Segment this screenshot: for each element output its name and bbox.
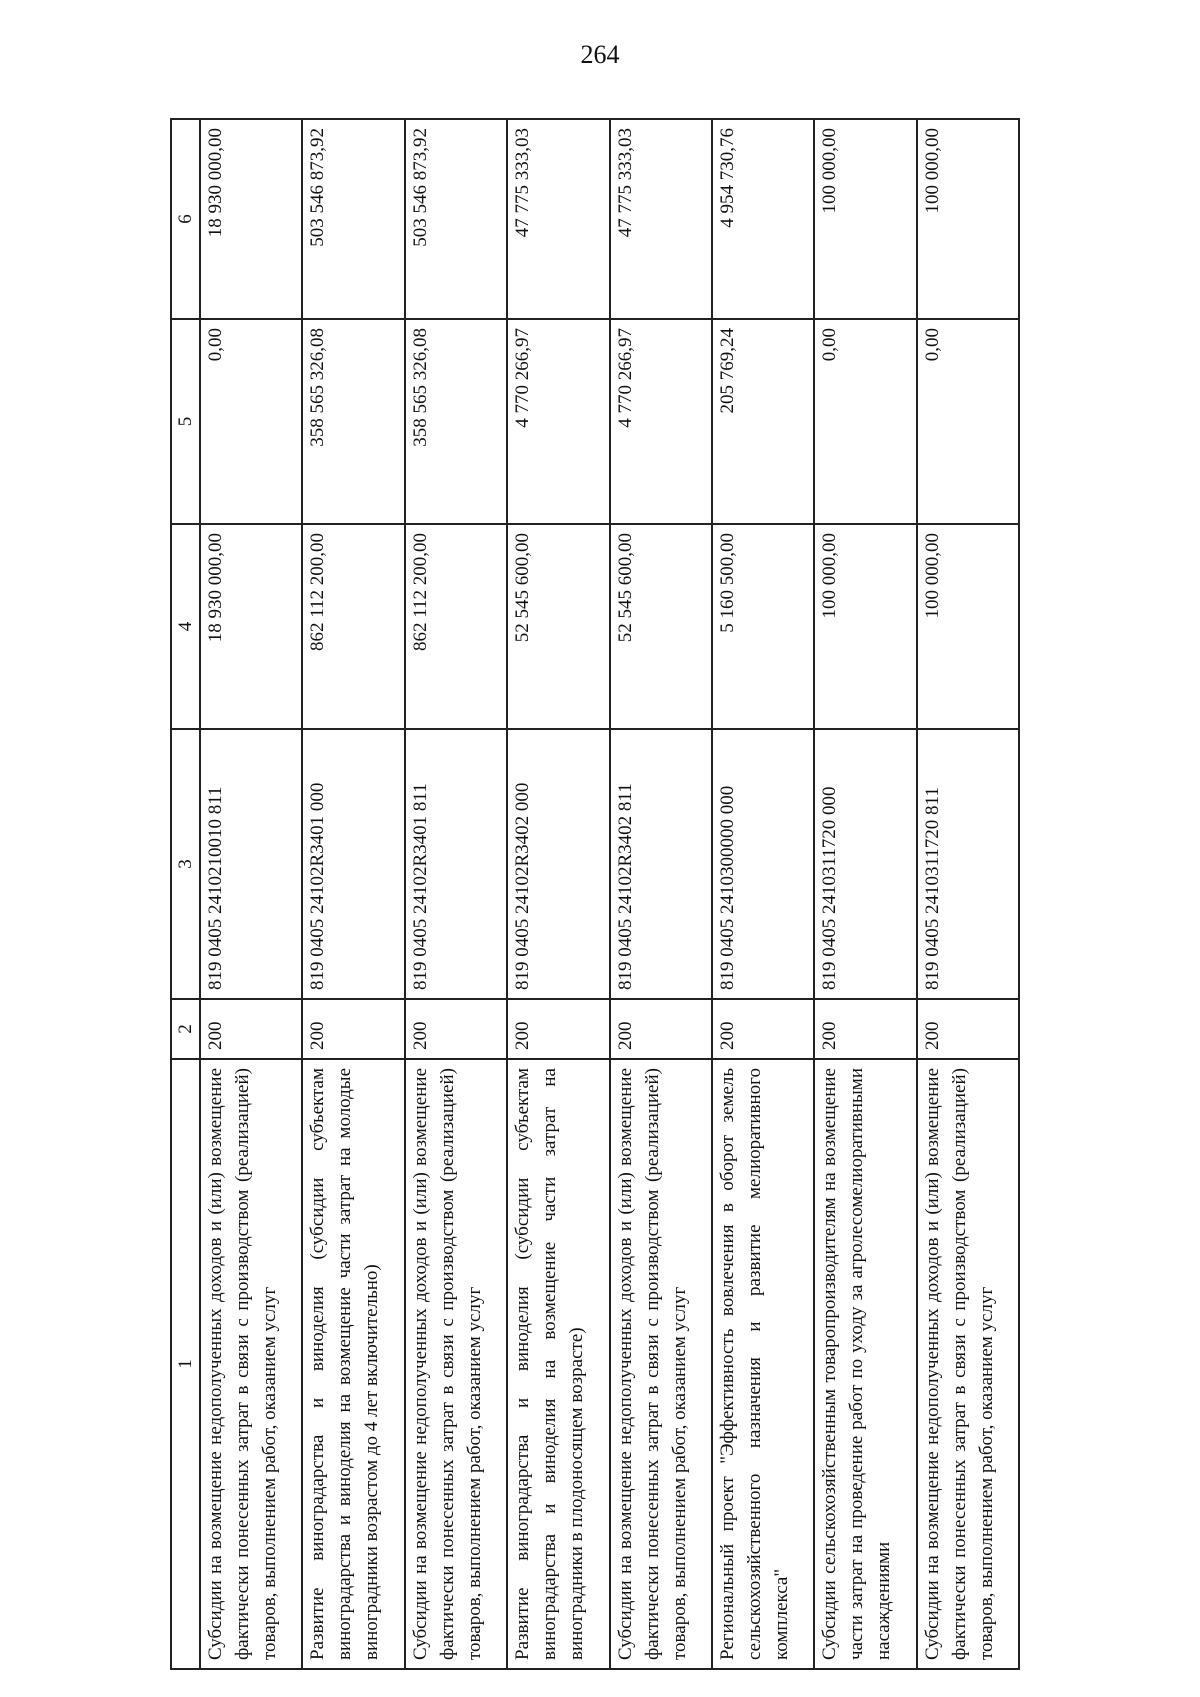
description-cell: Субсидии на возмещение недополученных доходов и (или) возмещение фактически понесенных затрат в связи с производством (реализацией) товаров, выполнением работ, оказанием услуг — [917, 1059, 1019, 1669]
budget-code-cell: 819 0405 2410210010 811 — [200, 729, 302, 999]
description-cell: Субсидии на возмещение недополученных доходов и (или) возмещение фактически понесенных затрат в связи с производством (реализацией) товаров, выполнением работ, оказанием услуг — [200, 1059, 302, 1669]
budget-code-cell: 819 0405 2410311720 000 — [814, 729, 916, 999]
page-number: 264 — [580, 40, 620, 69]
amount-cell: 5 160 500,00 — [712, 524, 814, 729]
budget-table — [170, 118, 1020, 1670]
header-cell: 5 — [171, 319, 200, 524]
budget-code-cell: 819 0405 24102R3402 000 — [507, 729, 609, 999]
amount-cell: 52 545 600,00 — [507, 524, 609, 729]
table-row — [200, 119, 302, 1669]
header-row — [171, 119, 200, 1669]
amount-cell: 47 775 333,03 — [610, 119, 712, 319]
amount-cell: 503 546 873,92 — [302, 119, 404, 319]
rotated-table-wrapper — [170, 120, 1020, 1670]
amount-cell: 0,00 — [200, 319, 302, 524]
amount-cell: 0,00 — [917, 319, 1019, 524]
description-cell: Субсидии сельскохозяйственным товаропроизводителям на возмещение части затрат на проведение работ по уходу за агролесомелиоративными насаждениями — [814, 1059, 916, 1669]
description-cell: Развитие виноградарства и виноделия (субсидии субъектам виноградарства и виноделия на возмещение части затрат на виноградники в плодоносящем возрасте) — [507, 1059, 609, 1669]
amount-cell: 100 000,00 — [814, 119, 916, 319]
amount-cell: 205 769,24 — [712, 319, 814, 524]
header-cell: 1 — [171, 1059, 200, 1669]
amount-cell: 503 546 873,92 — [405, 119, 507, 319]
table-row — [610, 119, 712, 1669]
amount-cell: 862 112 200,00 — [405, 524, 507, 729]
budget-code-cell: 819 0405 2410311720 811 — [917, 729, 1019, 999]
budget-code-cell: 819 0405 24102R3401 000 — [302, 729, 404, 999]
code-cell: 200 — [917, 999, 1019, 1059]
description-cell: Субсидии на возмещение недополученных доходов и (или) возмещение фактически понесенных затрат в связи с производством (реализацией) товаров, выполнением работ, оказанием услуг — [610, 1059, 712, 1669]
amount-cell: 52 545 600,00 — [610, 524, 712, 729]
table-row — [712, 119, 814, 1669]
budget-code-cell: 819 0405 24102R3401 811 — [405, 729, 507, 999]
table-row — [302, 119, 404, 1669]
amount-cell: 862 112 200,00 — [302, 524, 404, 729]
code-cell: 200 — [405, 999, 507, 1059]
amount-cell: 100 000,00 — [917, 119, 1019, 319]
header-cell: 6 — [171, 119, 200, 319]
budget-code-cell: 819 0405 2410300000 000 — [712, 729, 814, 999]
amount-cell: 4 770 266,97 — [610, 319, 712, 524]
table-row — [917, 119, 1019, 1669]
amount-cell: 4 770 266,97 — [507, 319, 609, 524]
amount-cell: 358 565 326,08 — [405, 319, 507, 524]
description-cell: Развитие виноградарства и виноделия (субсидии субъектам виноградарства и виноделия на возмещение части затрат на молодые виноградники возрастом до 4 лет включительно) — [302, 1059, 404, 1669]
description-cell: Региональный проект "Эффективность вовлечения в оборот земель сельскохозяйственного назначения и развитие мелиоративного комплекса" — [712, 1059, 814, 1669]
header-cell: 2 — [171, 999, 200, 1059]
amount-cell: 358 565 326,08 — [302, 319, 404, 524]
code-cell: 200 — [200, 999, 302, 1059]
amount-cell: 18 930 000,00 — [200, 524, 302, 729]
amount-cell: 4 954 730,76 — [712, 119, 814, 319]
code-cell: 200 — [507, 999, 609, 1059]
amount-cell: 47 775 333,03 — [507, 119, 609, 319]
description-cell: Субсидии на возмещение недополученных доходов и (или) возмещение фактически понесенных затрат в связи с производством (реализацией) товаров, выполнением работ, оказанием услуг — [405, 1059, 507, 1669]
code-cell: 200 — [610, 999, 712, 1059]
header-cell: 3 — [171, 729, 200, 999]
table-body — [171, 119, 1019, 1669]
code-cell: 200 — [302, 999, 404, 1059]
amount-cell: 100 000,00 — [814, 524, 916, 729]
amount-cell: 18 930 000,00 — [200, 119, 302, 319]
amount-cell: 100 000,00 — [917, 524, 1019, 729]
table-row — [405, 119, 507, 1669]
amount-cell: 0,00 — [814, 319, 916, 524]
code-cell: 200 — [814, 999, 916, 1059]
header-cell: 4 — [171, 524, 200, 729]
code-cell: 200 — [712, 999, 814, 1059]
table-row — [507, 119, 609, 1669]
table-row — [814, 119, 916, 1669]
budget-code-cell: 819 0405 24102R3402 811 — [610, 729, 712, 999]
